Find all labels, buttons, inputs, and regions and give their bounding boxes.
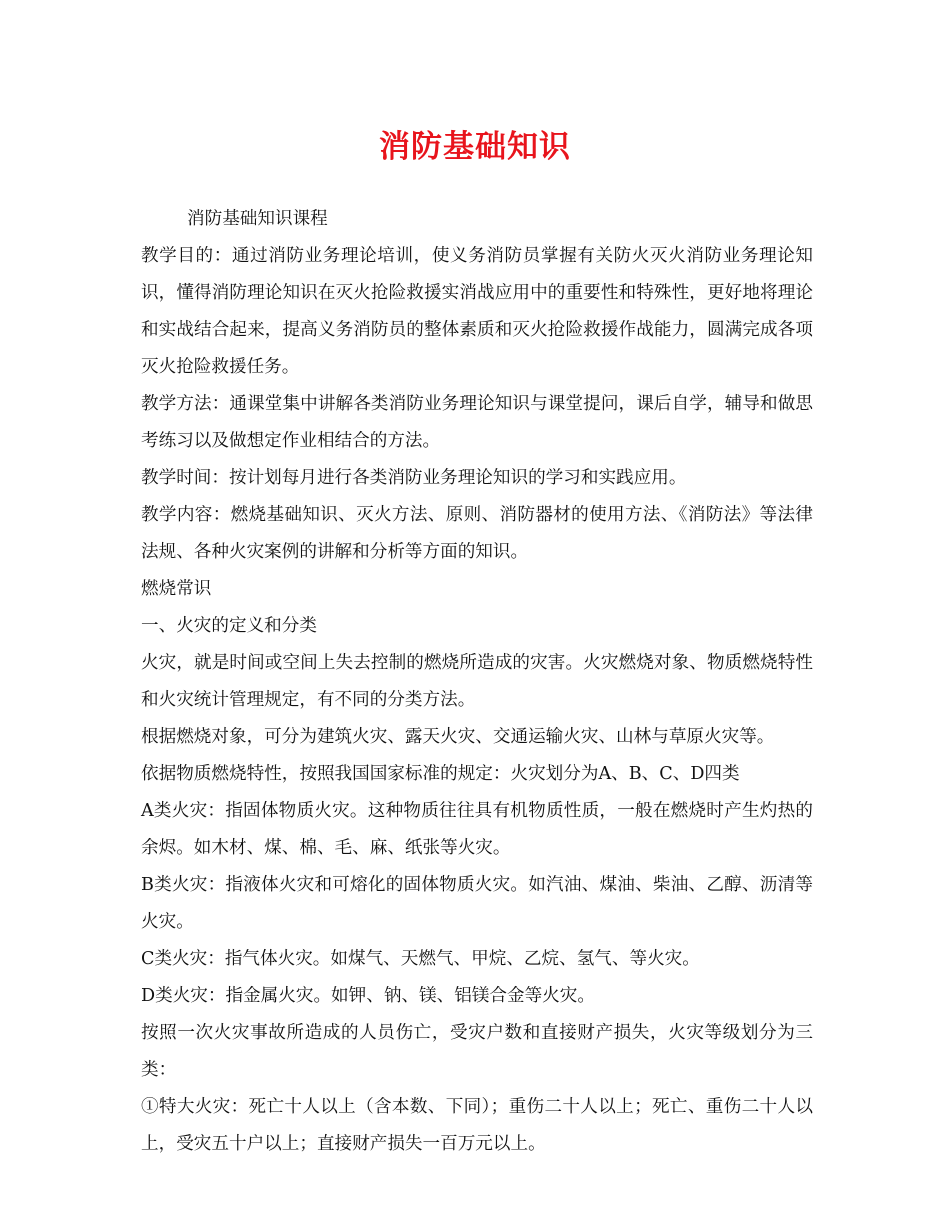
paragraph-fire-definition: 火灾，就是时间或空间上失去控制的燃烧所造成的灾害。火灾燃烧对象、物质燃烧特性和火灾统计管理规定，有不同的分类方法。 <box>141 653 813 710</box>
document-body <box>141 201 813 1163</box>
paragraph-teaching-purpose: 教学目的：通过消防业务理论培训，使义务消防员掌握有关防火灭火消防业务理论知识，懂得消防理论知识在灭火抢险救援实消战应用中的重要性和特殊性，更好地将理论和实战结合起来，提高义务消防员的整体素质和灭火抢险救援作战能力，圆满完成各项灭火抢险救援任务。 <box>141 246 813 377</box>
paragraph-teaching-method: 教学方法：通课堂集中讲解各类消防业务理论知识与课堂提问，课后自学，辅导和做思考练习以及做想定作业相结合的方法。 <box>141 394 813 451</box>
subsection-heading-fire-definition: 一、火灾的定义和分类 <box>141 616 317 636</box>
paragraph-grade-major-fire: ①特大火灾：死亡十人以上（含本数、下同）；重伤二十人以上；死亡、重伤二十人以上，受灾五十户以上；直接财产损失一百万元以上。 <box>141 1097 813 1154</box>
section-heading-combustion: 燃烧常识 <box>141 579 212 599</box>
paragraph-class-d-fire: D类火灾：指金属火灾。如钾、钠、镁、铝镁合金等火灾。 <box>141 986 595 1006</box>
paragraph-teaching-content: 教学内容：燃烧基础知识、灭火方法、原则、消防器材的使用方法、《消防法》等法律法规、各种火灾案例的讲解和分析等方面的知识。 <box>141 505 813 562</box>
paragraph-fire-by-object: 根据燃烧对象，可分为建筑火灾、露天火灾、交通运输火灾、山林与草原火灾等。 <box>141 727 775 747</box>
paragraph-class-c-fire: C类火灾：指气体火灾。如煤气、天燃气、甲烷、乙烷、氢气、等火灾。 <box>141 949 700 969</box>
paragraph-fire-by-property: 依据物质燃烧特性，按照我国国家标准的规定：火灾划分为A、B、C、D四类 <box>141 764 740 784</box>
paragraph-fire-grades: 按照一次火灾事故所造成的人员伤亡，受灾户数和直接财产损失，火灾等级划分为三类： <box>141 1023 813 1080</box>
paragraph-class-a-fire: A类火灾：指固体物质火灾。这种物质往往具有机物质性质，一般在燃烧时产生灼热的余烬。如木材、煤、棉、毛、麻、纸张等火灾。 <box>141 801 813 858</box>
paragraph-class-b-fire: B类火灾：指液体火灾和可熔化的固体物质火灾。如汽油、煤油、柴油、乙醇、沥清等火灾。 <box>141 875 813 932</box>
course-name: 消防基础知识课程 <box>187 209 328 229</box>
document-title: 消防基础知识 <box>379 129 571 165</box>
paragraph-teaching-time: 教学时间：按计划每月进行各类消防业务理论知识的学习和实践应用。 <box>141 468 687 488</box>
